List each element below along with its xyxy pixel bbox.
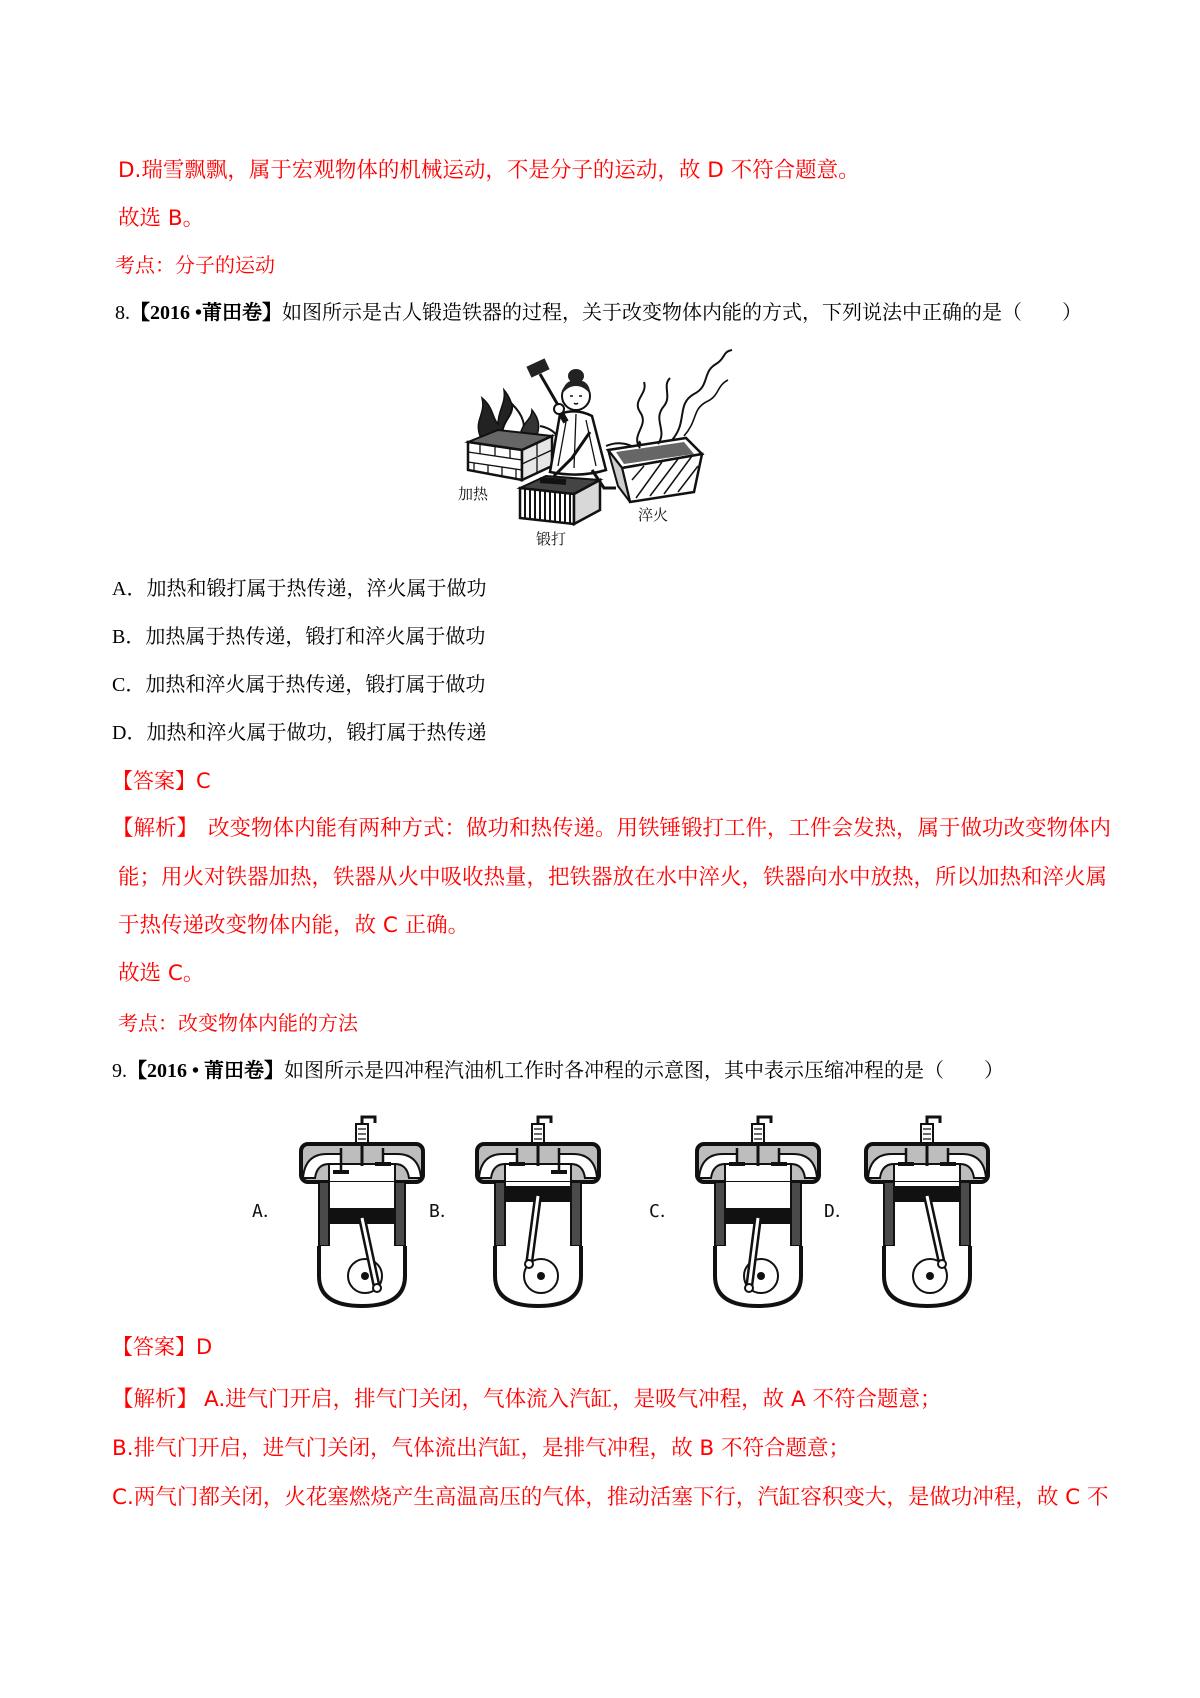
- q9-number: 9.: [112, 1060, 127, 1082]
- engine-diagram-c: [697, 1117, 819, 1306]
- engine-strokes-figure: [240, 1112, 1000, 1312]
- q9-source: 【2016 • 莆田卷】: [127, 1060, 285, 1082]
- heating-furnace: [468, 390, 552, 480]
- q8-source: 【2016 •莆田卷】: [130, 302, 283, 324]
- q8-knowledge-point: 考点：改变物体内能的方法: [118, 1011, 358, 1035]
- engine-diagram-d: [866, 1117, 988, 1306]
- q9-analysis-line-3: C.两气门都关闭，火花塞燃烧产生高温高压的气体，推动活塞下行，汽缸容积变大，是做功冲程，故 C 不: [112, 1485, 1109, 1510]
- forging-illustration: [440, 350, 740, 555]
- engine-diagram-a: [301, 1117, 423, 1306]
- hand: [554, 404, 564, 414]
- q8-analysis-text: 改变物体内能有两种方式：做功和热传递。用铁锤锻打工件，工件会发热，属于做功改变物体内: [208, 816, 1112, 841]
- q8-stem-text: 如图所示是古人锻造铁器的过程，关于改变物体内能的方式，下列说法中正确的是（ ）: [282, 302, 1083, 324]
- q9-analysis-label: 【解析】: [112, 1387, 199, 1412]
- engine-label-a: A．: [252, 1201, 281, 1222]
- q9-stem-text: 如图所示是四冲程汽油机工作时各冲程的示意图，其中表示压缩冲程的是（ ）: [284, 1060, 1005, 1082]
- quenching-tub: [608, 438, 702, 502]
- q9-analysis-text: A.进气门开启，排气门关闭，气体流入汽缸，是吸气冲程，故 A 不符合题意；: [204, 1387, 942, 1412]
- engine-label-c: C．: [649, 1201, 678, 1222]
- engine-label-b: B．: [429, 1201, 458, 1222]
- q9-analysis-line-1: [112, 1387, 942, 1413]
- prev-knowledge-point: 考点：分子的运动: [115, 253, 275, 277]
- prev-choice: 故选 B。: [118, 206, 205, 231]
- q8-analysis-line-2: 能；用火对铁器加热，铁器从火中吸收热量，把铁器放在水中淬火，铁器向水中放热，所以加热和淬火属: [118, 865, 1108, 890]
- engine-label-d: D．: [824, 1201, 853, 1222]
- q8-stem: [115, 300, 1082, 326]
- label-heating: 加热: [458, 485, 489, 503]
- q8-choice: 故选 C。: [118, 961, 205, 986]
- q9-answer: 【答案】D: [112, 1335, 213, 1359]
- forging-anvil: [520, 476, 600, 524]
- q8-option-b: B．加热属于热传递，锻打和淬火属于做功: [112, 626, 486, 648]
- q8-answer: 【答案】C: [112, 769, 211, 793]
- q9-analysis-line-2: B.排气门开启，进气门关闭，气体流出汽缸，是排气冲程，故 B 不符合题意；: [112, 1436, 851, 1461]
- q8-analysis-line-3: 于热传递改变物体内能，故 C 正确。: [118, 913, 470, 938]
- hammer-head: [526, 358, 549, 377]
- engine-diagram-b: [477, 1117, 599, 1306]
- q9-stem: [112, 1058, 1004, 1084]
- q8-option-a: A．加热和锻打属于热传递，淬火属于做功: [112, 578, 487, 600]
- label-forging: 锻打: [536, 530, 567, 548]
- q8-number: 8.: [115, 302, 130, 324]
- steam: [637, 350, 732, 448]
- q8-option-c: C．加热和淬火属于热传递，锻打属于做功: [112, 674, 486, 696]
- q8-analysis-label: 【解析】: [112, 816, 199, 841]
- prev-analysis-d: D.瑞雪飘飘，属于宏观物体的机械运动，不是分子的运动，故 D 不符合题意。: [118, 158, 860, 183]
- q8-analysis-line-1: [112, 816, 1111, 842]
- label-quenching: 淬火: [638, 506, 669, 524]
- q8-option-d: D．加热和淬火属于做功，锻打属于热传递: [112, 722, 487, 744]
